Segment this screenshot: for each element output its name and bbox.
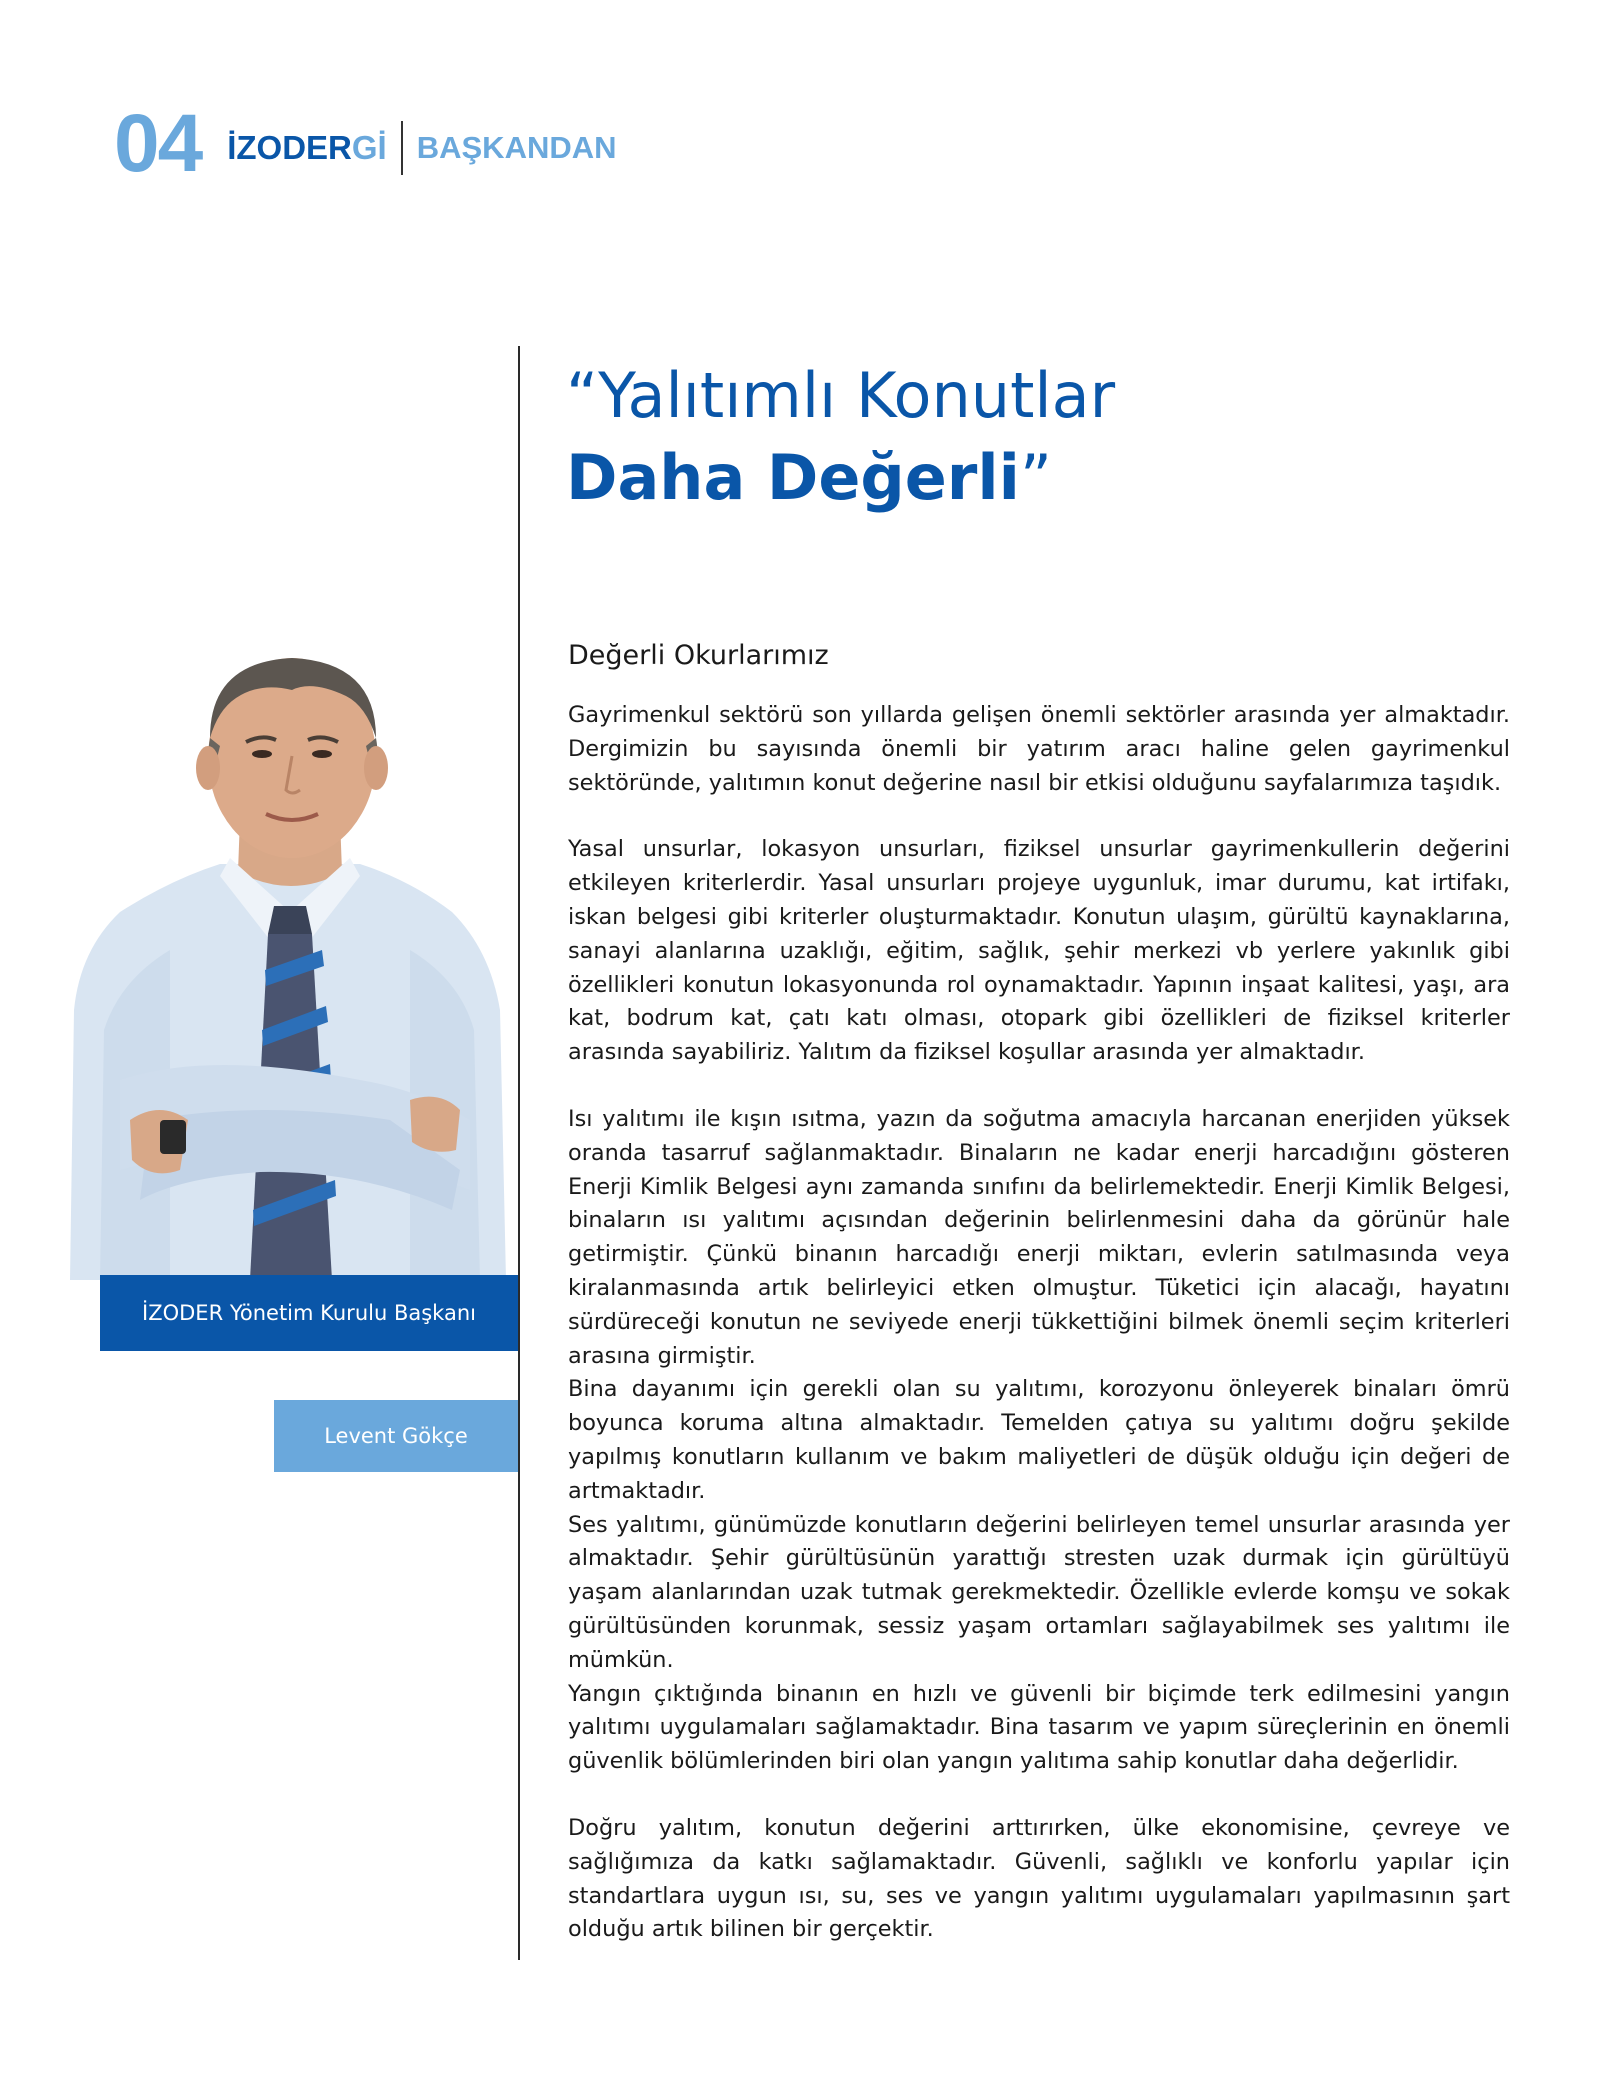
article-paragraph-3: Isı yalıtımı ile kışın ısıtma, yazın da soğutma amacıyla harcanan enerjiden yüksek oranda tasarruf sağlanmaktadır. Binaların ne kadar enerji harcadığını gösteren Enerji Kimlik Belgesi aynı zamanda sınıfını da belirlemektedir. Enerji Kimlik Belgesi, binaların ısı yalıtımı açısından değerinin belirlenmesini daha da görünür hale getirmiştir. Çünkü binanın harcadığı enerji miktarı, evlerin satılmasında veya kiralanmasında artık belirleyici etken olmuştur. Tüketici için alacağı, hayatını sürdüreceği konutun ne seviyede enerji tükkettiğini bilmek önemli seçim kriterleri arasına girmiştir. bbox=[568, 1105, 1510, 1369]
headline-line-1: “Yalıtımlı Konutlar bbox=[566, 359, 1116, 432]
name-caption: Levent Gökçe bbox=[324, 1424, 468, 1448]
page-header bbox=[114, 98, 617, 189]
magazine-name bbox=[227, 129, 387, 167]
article-body bbox=[568, 640, 1510, 1947]
role-caption: İZODER Yönetim Kurulu Başkanı bbox=[142, 1301, 476, 1325]
portrait-illustration bbox=[60, 650, 518, 1280]
article-paragraph-2: Yasal unsurlar, lokasyon unsurları, fiziksel unsurlar gayrimenkullerin değerini etkileyen kriterlerdir. Yasal unsurları projeye uygunluk, imar durumu, kat irtifakı, iskan belgesi gibi kriterler oluşturmaktadır. Konutun ulaşım, gürültü kaynaklarına, sanayi alanlarına uzaklığı, eğitim, sağlık, şehir merkezi vb yerlere yakınlık gibi özellikleri konutun lokasyonunda rol oynamaktadır. Yapının inşaat kalitesi, yaşı, ara kat, bodrum kat, çatı katı olması, otopark gibi özellikleri de fiziksel kriterler arasında sayabiliriz. Yalıtım da fiziksel koşullar arasında yer almaktadır. bbox=[568, 836, 1510, 1066]
paragraph-gap bbox=[568, 1779, 1510, 1812]
name-caption-box bbox=[274, 1400, 518, 1472]
headline bbox=[566, 355, 1466, 519]
article-paragraph-7: Doğru yalıtım, konutun değerini arttırırken, ülke ekonomisine, çevreye ve sağlığımıza da katkı sağlamaktadır. Güvenli, sağlıklı ve konforlu yapılar için standartlara uygun ısı, su, ses ve yangın yalıtımı uygulamaları yapılmasının şart olduğu artık bilinen bir gerçektir. bbox=[568, 1814, 1510, 1943]
article-paragraph-6: Yangın çıktığında binanın en hızlı ve güvenli bir biçimde terk edilmesini yangın yalıtımı uygulamaları sağlamaktadır. Bina tasarım ve yapım süreçlerinin en önemli güvenlik bölümlerinden biri olan yangın yalıtıma sahip konutlar daha değerlidir. bbox=[568, 1680, 1510, 1775]
section-name: BAŞKANDAN bbox=[416, 130, 617, 165]
article-paragraph-4: Bina dayanımı için gerekli olan su yalıtımı, korozyonu önleyerek binaları ömrü boyunca koruma altına almaktadır. Temelden çatıya su yalıtımı doğru şekilde yapılmış konutların kullanım ve bakım maliyetleri de düşük olduğu için değeri de artmaktadır. bbox=[568, 1376, 1510, 1504]
header-divider bbox=[401, 121, 403, 175]
role-caption-box bbox=[100, 1275, 518, 1351]
headline-line-2 bbox=[566, 437, 1466, 519]
portrait-photo bbox=[60, 650, 518, 1280]
paragraph-gap bbox=[568, 800, 1510, 833]
vertical-divider bbox=[518, 346, 520, 1960]
headline-line-2-text: Daha Değerli bbox=[566, 441, 1020, 514]
article-paragraph-1: Gayrimenkul sektörü son yıllarda gelişen önemli sektörler arasında yer almaktadır. Dergimizin bu sayısında önemli bir yatırım aracı haline gelen gayrimenkul sektöründe, yalıtımın konut değerine nasıl bir etkisi olduğunu sayfalarımıza taşıdık. bbox=[568, 702, 1510, 796]
magazine-name-main: İZODER bbox=[227, 129, 352, 166]
article-greeting: Değerli Okurlarımız bbox=[568, 640, 829, 671]
article-paragraph-5: Ses yalıtımı, günümüzde konutların değerini belirleyen temel unsurlar arasında yer almaktadır. Şehir gürültüsünün yarattığı stresten uzak durmak için gürültüyü yaşam alanlarından uzak tutmak gerekmektedir. Özellikle evlerde komşu ve sokak gürültüsünden korunmak, sessiz yaşam ortamları sağlayabilmek ses yalıtımı ile mümkün. bbox=[568, 1511, 1510, 1673]
page-number: 04 bbox=[114, 98, 202, 189]
paragraph-gap bbox=[568, 1070, 1510, 1103]
magazine-name-suffix: Gİ bbox=[351, 129, 387, 166]
headline-close-quote: ” bbox=[1019, 441, 1053, 514]
